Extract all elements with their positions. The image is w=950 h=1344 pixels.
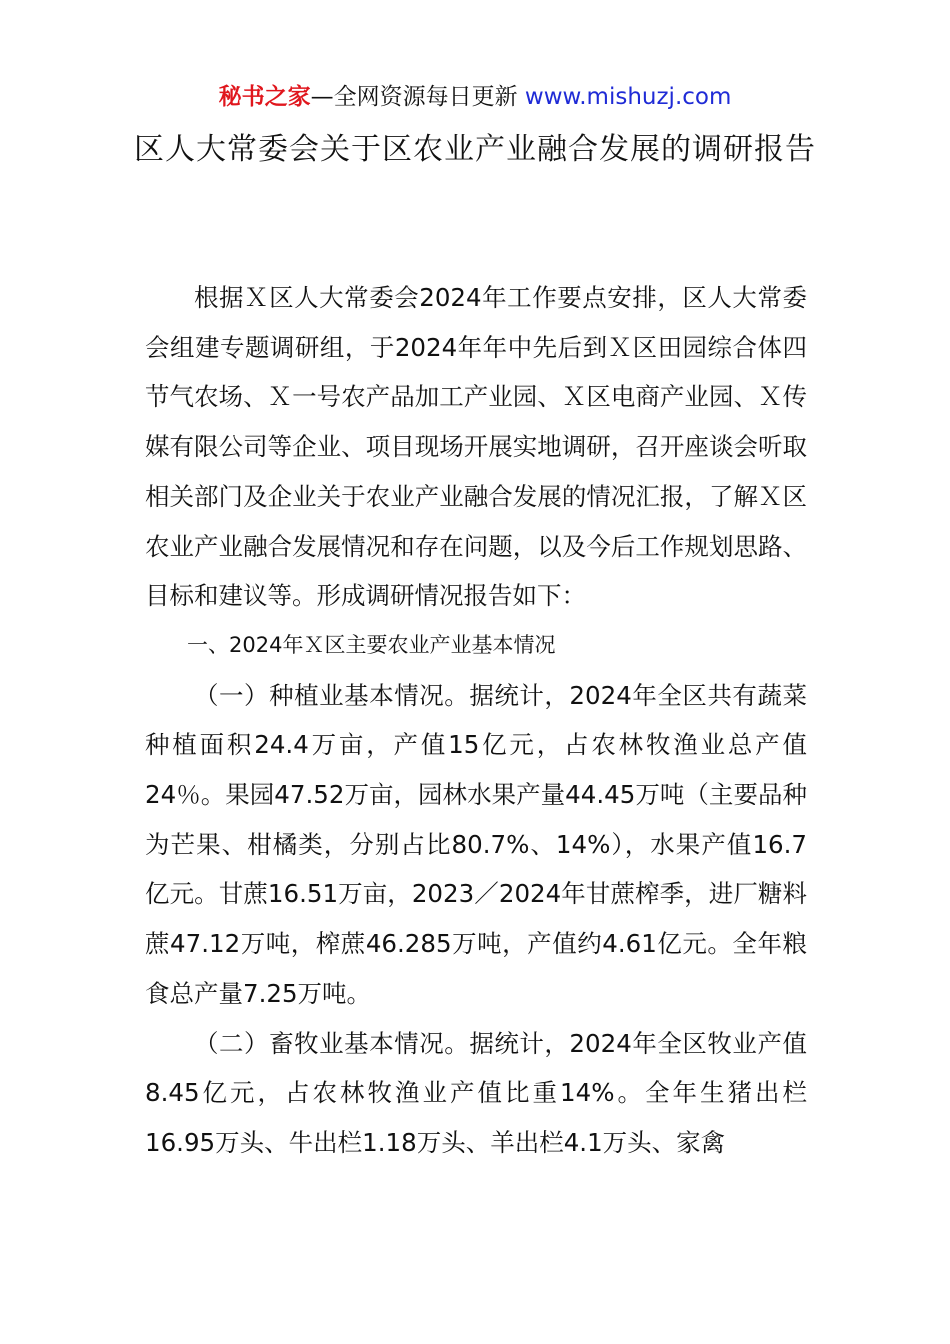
planting-paragraph: （一）种植业基本情况。据统计，2024年全区共有蔬菜种植面积24.4万亩，产值15亿元，占农林牧渔业总产值24％。果园47.52万亩，园林水果产量44.45万吨（主要品种为芒果、柑橘类，分别占比80.7%、14%），水果产值16.7亿元。甘蔗16.51万亩，2023／2024年甘蔗榨季，进厂糖料蔗47.12万吨，榨蔗46.285万吨，产值约4.61亿元。全年粮食总产量7.25万吨。 [145,680,807,1008]
site-url-link[interactable]: www.mishuzj.com [524,84,732,110]
document-title: 区人大常委会关于区农业产业融合发展的调研报告 [134,132,816,167]
intro-paragraph: 根据Ｘ区人大常委会2024年工作要点安排，区人大常委会组建专题调研组，于2024年年中先后到Ｘ区田园综合体四节气农场、Ｘ一号农产品加工产业园、Ｘ区电商产业园、Ｘ传媒有限公司等企业、项目现场开展实地调研，召开座谈会听取相关部门及企业关于农业产业融合发展的情况汇报，了解Ｘ区农业产业融合发展情况和存在问题，以及今后工作规划思路、目标和建议等。形成调研情况报告如下： [145,283,807,611]
document-body [145,273,807,1168]
section-heading: 一、2024年Ｘ区主要农业产业基本情况 [187,632,556,657]
brand-name: 秘书之家 [218,84,311,110]
header-tagline: —全网资源每日更新 [310,84,525,110]
livestock-paragraph: （二）畜牧业基本情况。据统计，2024年全区牧业产值8.45亿元，占农林牧渔业产值比重14%。全年生猪出栏16.95万头、牛出栏1.18万头、羊出栏4.1万头、家禽 [145,1028,807,1157]
site-header [0,82,950,112]
